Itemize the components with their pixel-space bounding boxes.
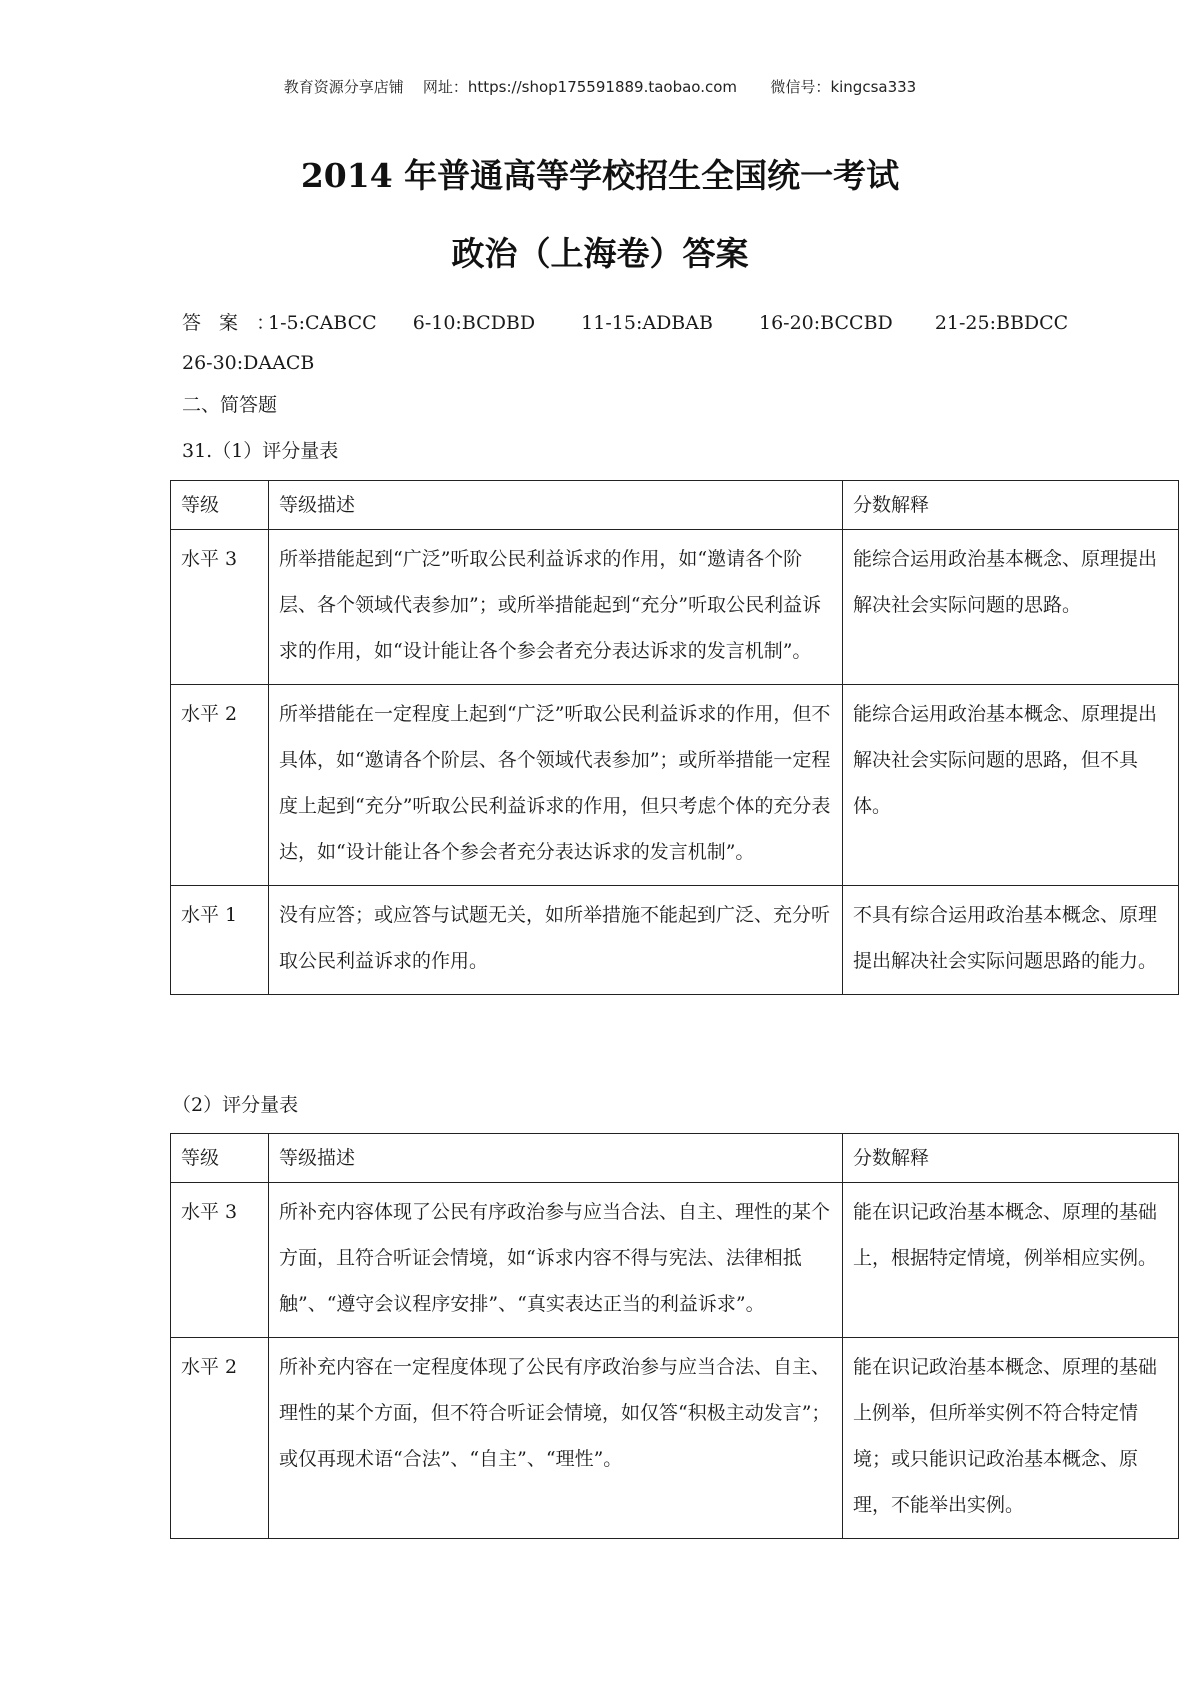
answer-group: 26-30:DAACB <box>182 352 315 374</box>
table-row <box>171 530 1179 685</box>
answer-group: 16-20:BCCBD <box>759 312 893 334</box>
answer-key-line <box>182 308 1098 335</box>
answer-group: 1-5:CABCC <box>268 312 377 334</box>
description-cell: 所举措能起到“广泛”听取公民利益诉求的作用，如“邀请各个阶层、各个领域代表参加”；或所举措能起到“充分”听取公民利益诉求的作用，如“设计能让各个参会者充分表达诉求的发言机制”。 <box>269 530 843 685</box>
level-cell: 水平 2 <box>171 1338 269 1539</box>
header-score: 分数解释 <box>843 1134 1179 1183</box>
wechat-label: 微信号： <box>770 78 831 96</box>
level-cell: 水平 2 <box>171 685 269 886</box>
shop-name: 教育资源分享店铺 <box>283 78 404 96</box>
table-row <box>171 886 1179 995</box>
site-url: https://shop175591889.taobao.com <box>467 78 738 96</box>
question-heading: （2）评分量表 <box>172 1094 299 1116</box>
page-header <box>0 76 1200 97</box>
header-description: 等级描述 <box>269 481 843 530</box>
level-cell: 水平 1 <box>171 886 269 995</box>
answer-group: 21-25:BBDCC <box>934 312 1069 334</box>
answer-group: 11-15:ADBAB <box>581 312 713 334</box>
question-heading: 31.（1）评分量表 <box>182 440 339 462</box>
rubric-table-1 <box>170 480 1179 995</box>
score-cell: 不具有综合运用政治基本概念、原理提出解决社会实际问题思路的能力。 <box>843 886 1179 995</box>
table-header-row <box>171 481 1179 530</box>
answer-group: 6-10:BCDBD <box>412 312 536 334</box>
rubric-table-2 <box>170 1133 1179 1539</box>
header-score: 分数解释 <box>843 481 1179 530</box>
score-cell: 能综合运用政治基本概念、原理提出解决社会实际问题的思路，但不具体。 <box>843 685 1179 886</box>
wechat-id: kingcsa333 <box>830 78 917 96</box>
score-cell: 能综合运用政治基本概念、原理提出解决社会实际问题的思路。 <box>843 530 1179 685</box>
score-cell: 能在识记政治基本概念、原理的基础上例举，但所举实例不符合特定情境；或只能识记政治基本概念、原理，不能举出实例。 <box>843 1338 1179 1539</box>
description-cell: 所举措能在一定程度上起到“广泛”听取公民利益诉求的作用，但不具体，如“邀请各个阶层、各个领域代表参加”；或所举措能一定程度上起到“充分”听取公民利益诉求的作用，但只考虑个体的充分表达，如“设计能让各个参会者充分表达诉求的发言机制”。 <box>269 685 843 886</box>
description-cell: 所补充内容体现了公民有序政治参与应当合法、自主、理性的某个方面，且符合听证会情境，如“诉求内容不得与宪法、法律相抵触”、“遵守会议程序安排”、“真实表达正当的利益诉求”。 <box>269 1183 843 1338</box>
score-cell: 能在识记政治基本概念、原理的基础上，根据特定情境，例举相应实例。 <box>843 1183 1179 1338</box>
level-cell: 水平 3 <box>171 1183 269 1338</box>
answer-key-label: 答 案 ： <box>182 312 282 334</box>
level-cell: 水平 3 <box>171 530 269 685</box>
document-subtitle: 政治（上海卷）答案 <box>451 234 749 273</box>
site-label: 网址： <box>422 78 468 96</box>
table-row <box>171 1183 1179 1338</box>
header-level: 等级 <box>171 1134 269 1183</box>
header-description: 等级描述 <box>269 1134 843 1183</box>
table-row <box>171 1338 1179 1539</box>
description-cell: 所补充内容在一定程度体现了公民有序政治参与应当合法、自主、理性的某个方面，但不符合听证会情境，如仅答“积极主动发言”；或仅再现术语“合法”、“自主”、“理性”。 <box>269 1338 843 1539</box>
table-row <box>171 685 1179 886</box>
document-title: 2014 年普通高等学校招生全国统一考试 <box>300 156 900 195</box>
table-header-row <box>171 1134 1179 1183</box>
description-cell: 没有应答；或应答与试题无关，如所举措施不能起到广泛、充分听取公民利益诉求的作用。 <box>269 886 843 995</box>
section-heading: 二、简答题 <box>182 394 278 416</box>
header-level: 等级 <box>171 481 269 530</box>
